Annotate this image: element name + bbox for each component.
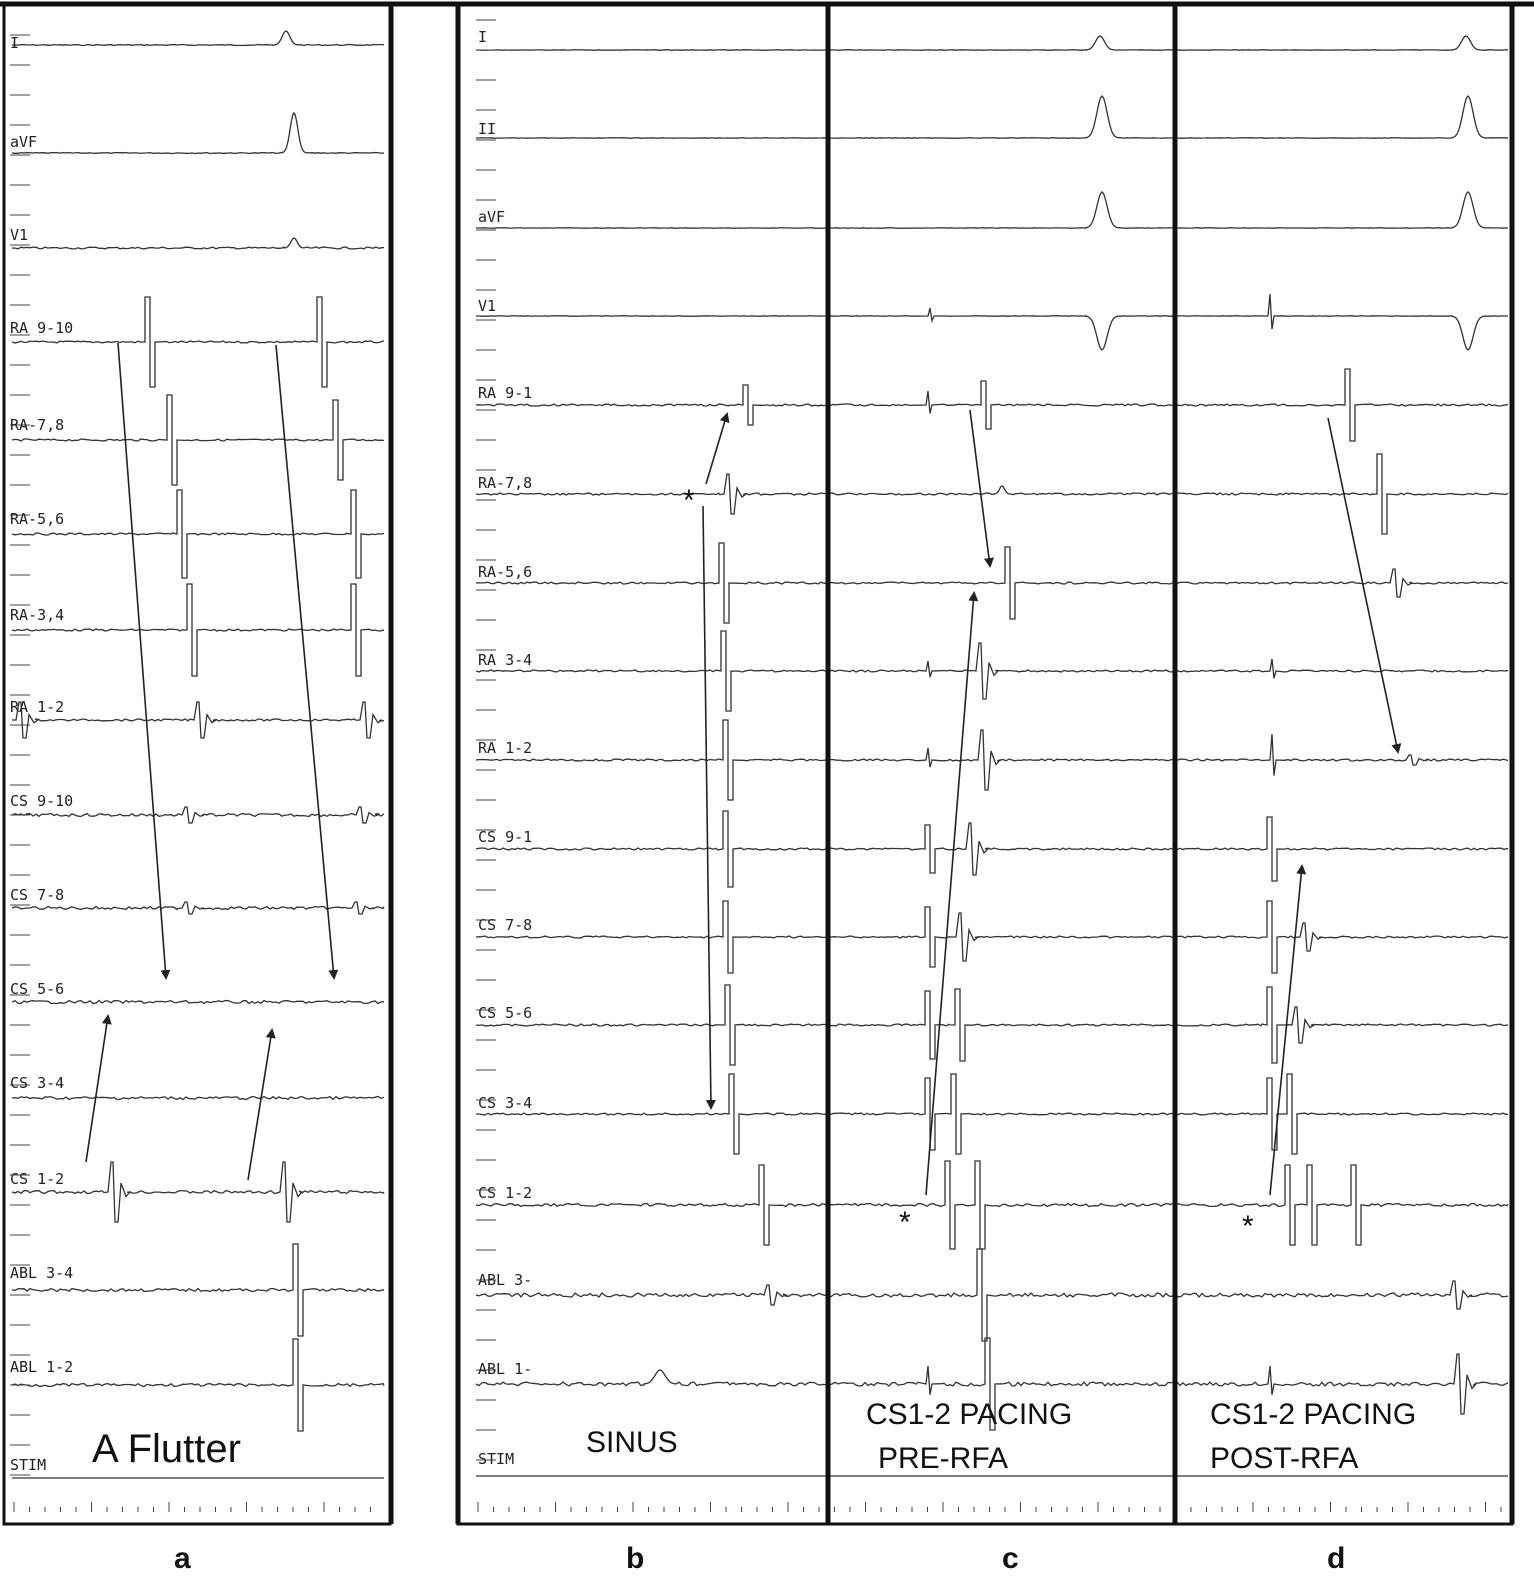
lead-label: RA 1-2 xyxy=(478,739,533,757)
lead-label: I xyxy=(478,28,488,46)
lead-label: RA 9-1 xyxy=(478,384,533,402)
asterisk-marker-b: * xyxy=(683,484,695,517)
lead-label: RA-5,6 xyxy=(478,563,533,581)
lead-label: ABL 1-2 xyxy=(10,1358,74,1376)
condition-label-b: SINUS xyxy=(586,1426,678,1459)
lead-label: CS 9-10 xyxy=(10,792,74,810)
lead-label: CS 9-1 xyxy=(478,828,533,846)
asterisk-marker-c: * xyxy=(899,1206,911,1239)
lead-label: RA 3-4 xyxy=(478,651,533,669)
lead-label: RA-5,6 xyxy=(10,510,65,528)
lead-label: RA-3,4 xyxy=(10,606,65,624)
condition-label-a: A Flutter xyxy=(92,1427,241,1471)
panel-letter-a: a xyxy=(174,1542,191,1575)
lead-label: CS 7-8 xyxy=(10,886,65,904)
lead-label: I xyxy=(10,34,20,52)
lead-label: CS 5-6 xyxy=(10,980,65,998)
lead-label: STIM xyxy=(478,1450,515,1468)
lead-label: ABL 3- xyxy=(478,1271,533,1289)
lead-label: CS 1-2 xyxy=(10,1170,65,1188)
lead-label: RA-7,8 xyxy=(478,474,533,492)
lead-label: RA 9-10 xyxy=(10,319,74,337)
lead-label: CS 5-6 xyxy=(478,1004,533,1022)
lead-label: RA 1-2 xyxy=(10,698,65,716)
lead-label: CS 3-4 xyxy=(10,1074,65,1092)
panel-letter-b: b xyxy=(626,1542,645,1575)
lead-label: ABL 3-4 xyxy=(10,1264,74,1282)
panel-letter-d: d xyxy=(1327,1542,1346,1575)
lead-label: V1 xyxy=(478,297,497,315)
lead-label: CS 7-8 xyxy=(478,916,533,934)
condition-label-d-line2: POST-RFA xyxy=(1210,1442,1359,1475)
lead-label: CS 1-2 xyxy=(478,1184,533,1202)
lead-label: V1 xyxy=(10,226,29,244)
lead-label: aVF xyxy=(478,208,506,226)
lead-label: RA-7,8 xyxy=(10,416,65,434)
lead-label: ABL 1- xyxy=(478,1360,533,1378)
lead-label: STIM xyxy=(10,1456,47,1474)
condition-label-d-line1: CS1-2 PACING xyxy=(1210,1398,1417,1431)
lead-label: aVF xyxy=(10,133,38,151)
lead-label: CS 3-4 xyxy=(478,1094,533,1112)
asterisk-marker-d: * xyxy=(1242,1210,1254,1243)
panel-letter-c: c xyxy=(1002,1542,1019,1575)
condition-label-c-line2: PRE-RFA xyxy=(878,1442,1009,1475)
condition-label-c-line1: CS1-2 PACING xyxy=(866,1398,1073,1431)
lead-label: II xyxy=(478,120,497,138)
